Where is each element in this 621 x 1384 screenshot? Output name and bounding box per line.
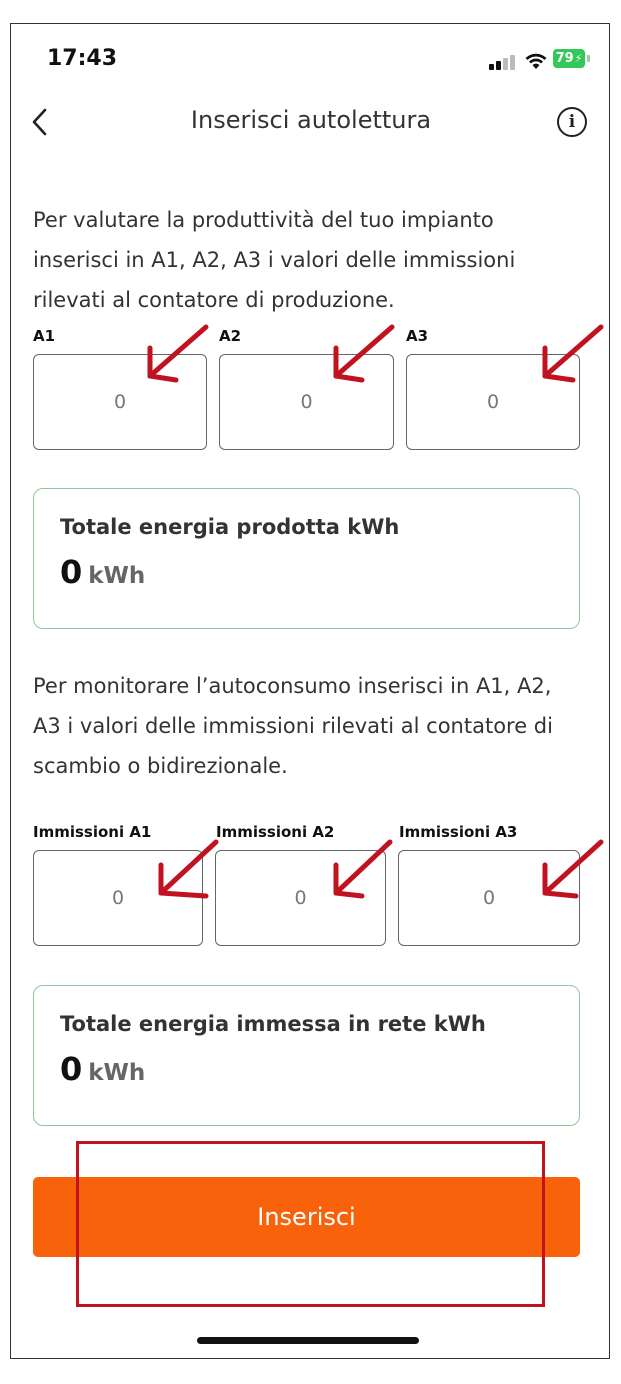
immissioni-a1-placeholder: 0 — [111, 887, 125, 909]
page-title: Inserisci autolettura — [190, 106, 432, 134]
cellular-signal-icon — [489, 54, 517, 70]
production-total-value: 0 — [60, 553, 83, 591]
info-icon[interactable]: i — [557, 107, 587, 137]
submit-button[interactable]: Inserisci — [33, 1177, 580, 1257]
immissioni-a1-input[interactable] — [33, 850, 203, 946]
annotation-highlight-box — [76, 1141, 545, 1307]
field-label-immissioni-a2: Immissioni A2 — [216, 823, 335, 841]
charging-bolt-icon: ⚡ — [574, 52, 583, 65]
field-label-a1: A1 — [33, 327, 56, 345]
a1-input[interactable] — [33, 354, 207, 450]
grid-total-card — [33, 985, 580, 1126]
a3-input-placeholder: 0 — [486, 391, 500, 413]
immissioni-a2-placeholder: 0 — [294, 887, 307, 909]
field-label-a3: A3 — [406, 327, 429, 345]
field-label-immissioni-a3: Immissioni A3 — [399, 823, 518, 841]
grid-total-value-row — [60, 1050, 145, 1088]
battery-cap — [587, 55, 590, 62]
immissioni-a3-placeholder: 0 — [482, 887, 496, 909]
a2-input-placeholder: 0 — [300, 391, 313, 413]
grid-total-title: Totale energia immessa in rete kWh — [60, 1012, 486, 1036]
production-total-value-row — [60, 553, 145, 591]
field-label-a2: A2 — [219, 327, 242, 345]
home-indicator[interactable] — [197, 1337, 419, 1344]
production-total-card — [33, 488, 580, 629]
immissioni-a2-input[interactable] — [215, 850, 386, 946]
status-time: 17:43 — [47, 46, 118, 71]
chevron-left-icon[interactable] — [31, 108, 49, 136]
grid-total-value: 0 — [60, 1050, 83, 1088]
battery-level: 79 — [555, 51, 574, 66]
production-total-title: Totale energia prodotta kWh — [60, 515, 400, 539]
field-label-immissioni-a1: Immissioni A1 — [33, 823, 152, 841]
a2-input[interactable] — [219, 354, 394, 450]
a3-input[interactable] — [406, 354, 580, 450]
production-total-unit: kWh — [88, 563, 146, 589]
immissioni-a3-input[interactable] — [398, 850, 580, 946]
phone-screen — [10, 23, 610, 1359]
a1-input-placeholder: 0 — [113, 391, 127, 413]
production-description: Per valutare la produttività del tuo impianto inserisci in A1, A2, A3 i valori delle immissioni rilevati al contatore di produzione. — [33, 208, 516, 312]
battery-indicator — [553, 49, 585, 68]
wifi-icon — [524, 52, 548, 70]
self-consumption-description: Per monitorare l’autoconsumo inserisci in A1, A2, A3 i valori delle immissioni rilevati al contatore di scambio o bidirezionale. — [33, 674, 553, 778]
grid-total-unit: kWh — [88, 1060, 146, 1086]
